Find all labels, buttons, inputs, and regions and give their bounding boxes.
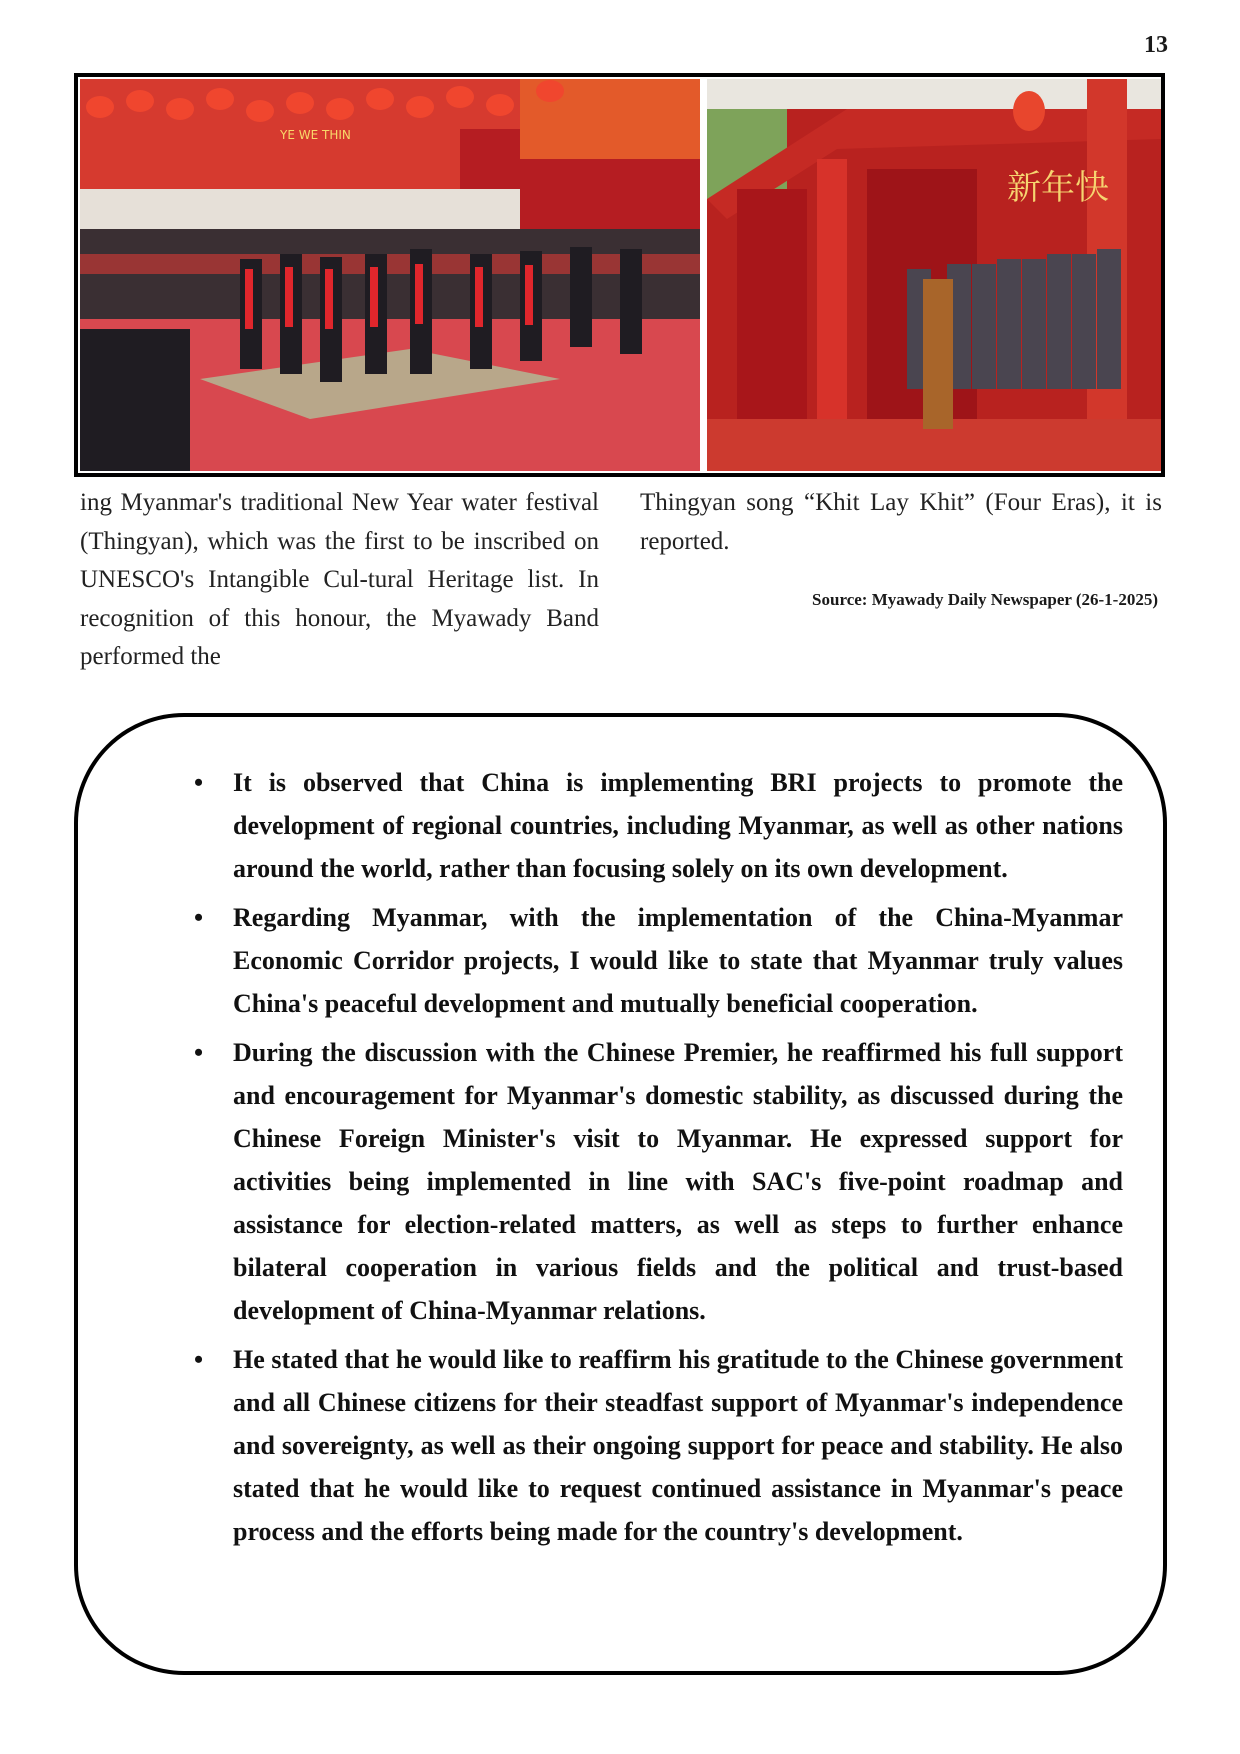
summary-list (148, 761, 1123, 1559)
source-citation: Source: Myawady Daily Newspaper (26-1-2025) (812, 590, 1158, 609)
photo-frame (74, 73, 1165, 477)
monks-stage-photo (707, 79, 1161, 471)
article-left-column: ing Myanmar's traditional New Year water festival (Thingyan), which was the first to be inscribed on UNESCO's Intangible Cul-tural Heritage list. In recognition of this honour, the Myawady Band performed the (80, 489, 599, 670)
summary-bullet (148, 761, 1123, 890)
bullet-icon: • (194, 1038, 204, 1067)
left-photo-banner: YE WE THIN (280, 128, 351, 142)
bullet-icon: • (194, 903, 204, 932)
bullet-icon: • (194, 768, 204, 797)
right-photo-banner: 新年快 (1007, 168, 1109, 208)
summary-bullet (148, 896, 1123, 1025)
summary-bullet (148, 1031, 1123, 1332)
summary-bullet-text: During the discussion with the Chinese Premier, he reaffirmed his full support and encouragement for Myanmar's domestic stability, as discussed during the Chinese Foreign Minister's visit to Myanmar. He expressed support for activities being implemented in line with SAC's five-point roadmap and assistance for election-related matters, as well as steps to further enhance bilateral cooperation in various fields and the political and trust-based development of China-Myanmar relations. (233, 1038, 1123, 1325)
summary-bullet-text: Regarding Myanmar, with the implementation of the China-Myanmar Economic Corridor projects, I would like to state that Myanmar truly values China's peaceful development and mutually beneficial cooperation. (233, 903, 1123, 1018)
festival-crowd-photo (80, 79, 700, 471)
summary-bullet-text: He stated that he would like to reaffirm his gratitude to the Chinese government and all Chinese citizens for their steadfast support of Myanmar's independence and sovereignty, as well as their ongoing support for peace and stability. He also stated that he would like to request continued assistance in Myanmar's peace process and the efforts being made for the country's development. (233, 1345, 1123, 1546)
summary-bullet-text: It is observed that China is implementing BRI projects to promote the development of regional countries, including Myanmar, as well as other nations around the world, rather than focusing solely on its own development. (233, 768, 1123, 883)
article-right-column: Thingyan song “Khit Lay Khit” (Four Eras), it is reported. (640, 489, 1162, 555)
summary-bullet (148, 1338, 1123, 1553)
summary-box (74, 713, 1167, 1675)
bullet-icon: • (194, 1345, 204, 1374)
page-number: 13 (1144, 32, 1168, 58)
